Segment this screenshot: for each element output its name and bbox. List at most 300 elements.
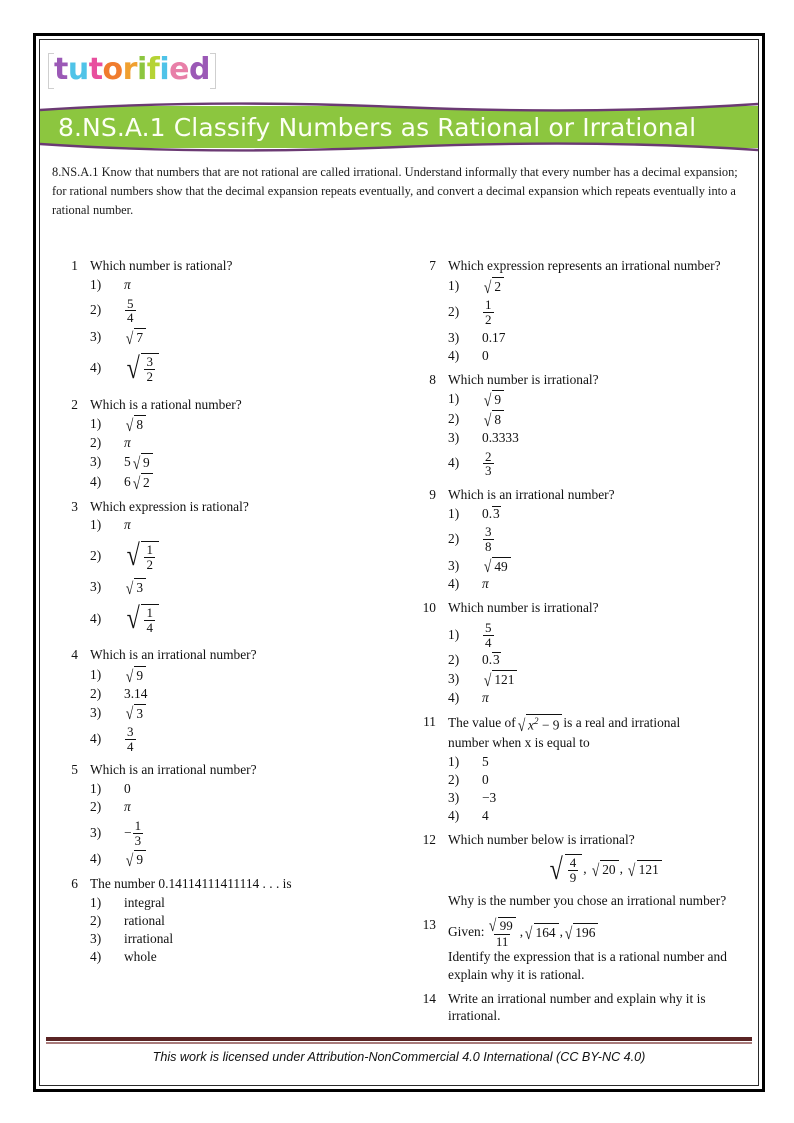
choice-value-repeating-decimal: 0.3: [482, 652, 500, 668]
footer-rule-dark: [46, 1037, 752, 1041]
radicand: 9: [134, 850, 146, 869]
choice-list: [90, 781, 406, 869]
question-text: Which number is irrational?: [448, 371, 599, 387]
choice-value: [124, 819, 144, 847]
fraction-numerator: 1: [146, 604, 153, 620]
choice-option-4[interactable]: [448, 348, 759, 365]
choice-list: [90, 666, 406, 756]
repeat-overbar: 3: [493, 652, 500, 668]
coefficient: 6: [124, 473, 131, 489]
choice-option-4[interactable]: [448, 690, 759, 707]
choice-value-sqrt: [125, 666, 146, 685]
choice-value: [482, 670, 518, 689]
sqrt-four-ninths: [548, 854, 582, 884]
choice-value: [482, 652, 501, 669]
radicand: 3: [134, 704, 146, 723]
square-root: [132, 453, 153, 472]
choice-value-fraction: [483, 621, 494, 649]
footer-rule-light: [46, 1042, 752, 1044]
choice-option-1[interactable]: [90, 781, 406, 798]
choice-value: [482, 772, 489, 789]
choice-option-3[interactable]: [90, 931, 406, 948]
sqrt-121: [627, 860, 661, 879]
questions-area: [40, 258, 758, 1030]
fraction-denominator: 4: [127, 310, 134, 326]
question-followup-line2: explain why it is rational.: [448, 966, 585, 982]
choice-option-3[interactable]: [448, 670, 759, 689]
choice-label: 1): [90, 416, 102, 432]
question-number: 9: [429, 486, 436, 502]
choice-label: 2): [448, 411, 460, 426]
question-text-line1: Write an irrational number and explain why it is: [448, 990, 706, 1006]
choice-label: 2): [90, 685, 102, 701]
choice-value-sqrt-fraction: [125, 604, 159, 634]
choice-value: [124, 517, 131, 534]
radical-sign-icon: √: [483, 670, 492, 690]
radical-sign-icon: √: [525, 923, 533, 943]
choice-label: 3): [90, 328, 102, 344]
choice-label: 3): [90, 930, 102, 946]
fraction-numerator: 5: [485, 619, 492, 635]
question-9: [414, 487, 759, 594]
choice-option-3[interactable]: [448, 790, 759, 807]
choice-value-pi: π: [124, 276, 131, 292]
question-text: Which number below is irrational?: [448, 831, 635, 847]
question-2: [56, 397, 406, 492]
radicand: 2: [141, 473, 153, 492]
choice-label: 4): [90, 360, 102, 376]
choice-value-sqrt: [483, 410, 504, 429]
question-number: 5: [71, 762, 78, 778]
question-14: [414, 991, 759, 1026]
choice-value-pi: π: [124, 435, 131, 451]
fraction-numerator: [485, 917, 518, 934]
question-text: Which is an irrational number?: [448, 486, 615, 502]
choice-label: 2): [90, 799, 102, 815]
radicand: 20: [600, 860, 618, 879]
question-number: 2: [71, 396, 78, 412]
worksheet-page-frame: [33, 33, 765, 1092]
radical-sign-icon: √: [125, 416, 134, 435]
question-followup-line1: Identify the expression that is a rational number and: [448, 949, 727, 965]
choice-option-2[interactable]: [90, 799, 406, 816]
choice-list: [90, 277, 406, 390]
radical-sign-icon: √: [483, 410, 492, 430]
choice-label: 1): [90, 276, 102, 292]
radical-sign-icon: √: [564, 923, 573, 943]
fraction-numerator: 1: [485, 297, 492, 313]
separator: ,: [583, 861, 590, 877]
fraction-numerator: 5: [127, 295, 134, 311]
choice-value: [124, 725, 137, 753]
choice-label: 1): [448, 626, 460, 642]
question-text: Which expression represents an irrational number?: [448, 258, 721, 273]
choice-value: [482, 525, 495, 553]
radicand: 8: [492, 410, 504, 429]
choice-option-1[interactable]: [90, 277, 406, 294]
radicand: 164: [534, 923, 559, 942]
choice-value-text: rational: [124, 912, 165, 928]
choice-label: 3): [448, 789, 460, 805]
choice-option-4[interactable]: [90, 723, 406, 755]
fraction-denominator: 11: [495, 933, 509, 949]
license-text: This work is licensed under Attribution-NonCommercial 4.0 International (CC BY-NC 4.0): [152, 1050, 646, 1064]
choice-value: [124, 666, 147, 685]
radicand: [526, 714, 562, 734]
choice-option-4[interactable]: [90, 850, 406, 869]
choice-label: 2): [448, 531, 460, 547]
radical-sign-icon: √: [126, 602, 140, 636]
choice-label: 3): [90, 454, 102, 469]
question-number: 13: [422, 916, 436, 932]
fraction-numerator: 1: [146, 542, 153, 558]
question-number: 8: [429, 371, 436, 387]
question-13: [414, 917, 759, 984]
sqrt-x-squared-minus-9: [517, 714, 563, 734]
choice-value: [124, 686, 147, 703]
choice-option-2[interactable]: [448, 524, 759, 556]
radical-sign-icon: √: [517, 715, 526, 735]
choice-label: 1): [90, 781, 102, 797]
question-6: [56, 876, 406, 966]
choice-value: [124, 931, 173, 948]
logo-letter-7: i: [159, 52, 170, 87]
standard-banner: [40, 102, 758, 152]
choice-value: [482, 410, 505, 429]
choice-list: [90, 517, 406, 640]
choice-value-pi: π: [124, 517, 131, 533]
radicand: 99: [498, 917, 516, 934]
choice-value: [124, 781, 131, 798]
fraction: [144, 355, 155, 383]
fraction-numerator: 1: [134, 817, 142, 833]
radical-sign-icon: √: [483, 277, 492, 297]
choice-option-3[interactable]: [448, 330, 759, 347]
fraction-numerator: 3: [485, 524, 492, 540]
radical-sign-icon: √: [628, 860, 636, 880]
radical-sign-icon: √: [483, 391, 492, 410]
choice-option-1[interactable]: [90, 517, 406, 534]
choice-value: [482, 557, 512, 576]
choice-value: [124, 297, 137, 325]
radical-sign-icon: √: [132, 473, 141, 493]
square-root: [132, 473, 153, 492]
choice-value-fraction: [483, 298, 494, 326]
choice-option-2[interactable]: [448, 297, 759, 329]
fraction: [144, 606, 155, 634]
fraction-sqrt99-over-11: [485, 917, 518, 949]
fraction-denominator: 4: [127, 738, 134, 754]
fraction-denominator: 2: [485, 312, 492, 327]
questions-column-right: [414, 258, 759, 1032]
question-4: [56, 647, 406, 755]
choice-value: [482, 430, 519, 447]
choice-value: [482, 621, 495, 649]
sqrt-164: [524, 923, 558, 942]
choice-value: [124, 799, 131, 816]
choice-value: [482, 390, 505, 409]
choice-value: [482, 808, 489, 825]
choice-value: [124, 277, 131, 294]
choice-option-4[interactable]: [90, 348, 406, 390]
radical-sign-icon: √: [125, 704, 134, 724]
question-3: [56, 499, 406, 641]
questions-column-left: [56, 258, 406, 973]
choice-option-1[interactable]: [90, 895, 406, 912]
choice-option-3[interactable]: [90, 578, 406, 597]
choice-label: 2): [90, 547, 102, 563]
choice-value: [124, 473, 154, 492]
choice-option-2[interactable]: [90, 435, 406, 452]
fraction-numerator: 2: [485, 448, 492, 464]
fraction: [144, 543, 155, 571]
choice-value-sqrt: [125, 850, 146, 869]
choice-value-fraction: [125, 297, 136, 325]
logo-letter-0: t: [54, 52, 68, 87]
fraction-numerator: 3: [127, 724, 134, 740]
radicand: [565, 854, 583, 884]
choice-value: [124, 604, 160, 634]
question-text: [448, 917, 759, 949]
choice-value-fraction: [483, 450, 494, 478]
repeat-overbar: 3: [493, 505, 500, 521]
question-number: 7: [429, 258, 436, 273]
choice-label: 3): [448, 671, 460, 686]
choice-option-4[interactable]: [448, 576, 759, 593]
fraction-denominator: 4: [146, 619, 153, 635]
choice-value-text: 0.17: [482, 329, 506, 345]
choice-value-sqrt: [125, 578, 146, 597]
fraction-denominator: 2: [146, 369, 153, 384]
radicand: 3: [134, 578, 146, 597]
fraction-numerator: 4: [569, 855, 577, 871]
minus-sign: −: [124, 824, 132, 840]
fraction-denominator: 2: [146, 556, 153, 572]
choice-option-1[interactable]: [90, 415, 406, 434]
choice-option-3[interactable]: [90, 704, 406, 723]
choice-value: [482, 754, 489, 771]
question-text: Which is an irrational number?: [90, 762, 257, 778]
question-11: [414, 714, 759, 825]
choice-value-sqrt-fraction: [125, 353, 159, 383]
fraction: [133, 819, 144, 847]
choice-option-1[interactable]: [448, 390, 759, 409]
choice-list: [90, 895, 406, 966]
choice-value: [124, 895, 165, 912]
choice-option-3[interactable]: [90, 328, 406, 347]
question-text: The number 0.14114111411114 . . . is: [90, 875, 292, 891]
choice-option-1[interactable]: [448, 506, 759, 523]
choice-label: 2): [90, 912, 102, 928]
choice-label: 4): [448, 807, 460, 823]
choice-value: [124, 435, 131, 452]
sqrt-99: [488, 917, 515, 934]
choice-value: [124, 850, 147, 869]
question-subtext: number when x is equal to: [448, 734, 590, 750]
choice-option-2[interactable]: [448, 652, 759, 669]
choice-option-4[interactable]: [448, 808, 759, 825]
choice-label: 4): [90, 851, 102, 866]
radical-sign-icon: √: [132, 453, 141, 473]
choice-option-3[interactable]: [448, 430, 759, 447]
choice-value-sqrt: [483, 557, 511, 576]
choice-value-sqrt: [483, 390, 504, 409]
choice-value-text: 0: [124, 781, 131, 797]
choice-list: [90, 415, 406, 491]
choice-value-sqrt: [483, 670, 517, 689]
radical-sign-icon: √: [489, 915, 497, 935]
footer: [46, 1037, 752, 1079]
worksheet-page: [39, 39, 759, 1086]
choice-label: 2): [90, 435, 102, 451]
separator: ,: [619, 861, 627, 877]
page-title: 8.NS.A.1 Classify Numbers as Rational or Irrational: [58, 112, 697, 142]
choice-label: 1): [90, 517, 102, 533]
choice-value: [124, 415, 147, 434]
choice-value: [482, 450, 495, 478]
question-8: [414, 372, 759, 480]
tutorified-logo-text: [48, 53, 216, 89]
choice-value-pi: π: [482, 576, 489, 592]
sqrt-196: [564, 923, 598, 942]
question-text: The value of √ $x^2 - 9$ is a real and irrational: [448, 715, 681, 735]
choice-value: [482, 576, 489, 593]
radicand: 2: [492, 277, 504, 296]
choice-label: 4): [90, 730, 102, 746]
choice-value-text: 0: [482, 347, 489, 363]
brand-logo: [48, 45, 216, 97]
choice-option-1[interactable]: [448, 619, 759, 651]
question-text-line2: irrational.: [448, 1008, 501, 1024]
choice-label: 2): [90, 302, 102, 318]
radical-sign-icon: √: [126, 539, 140, 573]
choice-option-4[interactable]: [448, 448, 759, 480]
radical-sign-icon: √: [591, 860, 600, 880]
question-expression: [448, 854, 759, 884]
choice-value: [482, 690, 489, 707]
question-text: Which expression is rational?: [90, 498, 249, 514]
separator: ,: [559, 923, 563, 939]
choice-value-coef-sqrt: [124, 453, 154, 472]
choice-option-2[interactable]: [448, 772, 759, 789]
choice-list: [448, 390, 759, 480]
question-number: 14: [422, 990, 436, 1006]
choice-value-text: −3: [482, 789, 497, 805]
choice-option-4[interactable]: [90, 949, 406, 966]
radicand: 49: [492, 557, 510, 576]
choice-option-3[interactable]: [90, 453, 406, 472]
choice-value: [482, 277, 505, 296]
logo-letter-8: e: [169, 52, 189, 87]
choice-value-text: 4: [482, 807, 489, 823]
choice-value: [482, 330, 505, 347]
radical-sign-icon: √: [549, 852, 564, 886]
choice-label: 1): [448, 277, 460, 293]
question-1: [56, 258, 406, 390]
choice-label: 3): [448, 557, 460, 573]
coefficient: 5: [124, 454, 131, 469]
choice-option-4[interactable]: [90, 598, 406, 640]
choice-label: 4): [448, 455, 460, 471]
fraction-denominator: 4: [485, 634, 492, 650]
logo-letter-4: r: [122, 52, 137, 87]
choice-list: [448, 277, 759, 365]
choice-value: [124, 328, 147, 347]
choice-option-2[interactable]: [90, 686, 406, 703]
choice-option-3[interactable]: [448, 557, 759, 576]
choice-value-sqrt-fraction: [125, 541, 159, 571]
fraction-denominator: 9: [569, 870, 577, 886]
question-followup: Why is the number you chose an irrational number?: [448, 892, 727, 908]
radicand: 9: [141, 453, 153, 472]
choice-option-1[interactable]: [448, 754, 759, 771]
choice-option-4[interactable]: [90, 473, 406, 492]
radical-sign-icon: √: [125, 328, 134, 348]
choice-option-2[interactable]: [90, 295, 406, 327]
choice-option-2[interactable]: [90, 535, 406, 577]
question-text: Which is an irrational number?: [90, 647, 257, 662]
choice-value-sqrt: [125, 704, 146, 723]
choice-value: [482, 790, 496, 807]
choice-value: [124, 913, 165, 930]
choice-label: 4): [448, 689, 460, 705]
standard-description: 8.NS.A.1 Know that numbers that are not rational are called irrational. Understand informally that every number has a decimal expansion; for rational numbers show that the decimal expansion repeats eventually, and convert a decimal expansion which repeats eventually into a rational number.: [52, 165, 738, 218]
choice-option-2[interactable]: [90, 913, 406, 930]
radical-sign-icon: √: [483, 557, 492, 577]
radicand: 196: [573, 923, 598, 942]
choice-option-1[interactable]: [448, 277, 759, 296]
choice-value: [482, 506, 501, 523]
fraction: [568, 856, 579, 884]
choice-list: [448, 506, 759, 594]
choice-option-1[interactable]: [90, 666, 406, 685]
question-5: [56, 762, 406, 869]
choice-value: [124, 578, 147, 597]
radicand: [141, 353, 159, 383]
choice-label: 1): [448, 505, 460, 521]
radicand-expression: $x^2 - 9$: [528, 715, 560, 733]
fraction-denominator: 3: [485, 463, 492, 479]
choice-value-text: 5: [482, 753, 489, 769]
choice-label: 4): [448, 576, 460, 592]
choice-option-3[interactable]: [90, 817, 406, 849]
fraction-denominator: 8: [485, 539, 492, 554]
given-label: Given:: [448, 923, 485, 939]
choice-option-2[interactable]: [448, 410, 759, 429]
logo-letter-2: t: [88, 52, 103, 87]
choice-label: 2): [448, 652, 460, 668]
choice-value-negative-fraction: [124, 819, 144, 847]
choice-label: 3): [448, 429, 460, 445]
fraction-numerator: 3: [146, 354, 153, 370]
choice-value-text: whole: [124, 948, 157, 964]
question-number: 1: [71, 258, 78, 273]
exponent-2: 2: [533, 715, 539, 726]
fraction-denominator: 3: [134, 832, 142, 848]
choice-value: [124, 353, 160, 383]
variable-x: x: [528, 717, 534, 733]
choice-value-pi: π: [124, 799, 131, 815]
choice-value-sqrt: [125, 328, 146, 347]
choice-value-fraction: [125, 725, 136, 753]
radicand: 121: [492, 670, 517, 689]
question-number: 4: [71, 647, 78, 662]
choice-label: 1): [448, 391, 460, 407]
choice-value-text: integral: [124, 894, 165, 910]
question-10: [414, 600, 759, 707]
choice-label: 1): [448, 753, 460, 769]
logo-letter-9: d: [188, 52, 210, 87]
